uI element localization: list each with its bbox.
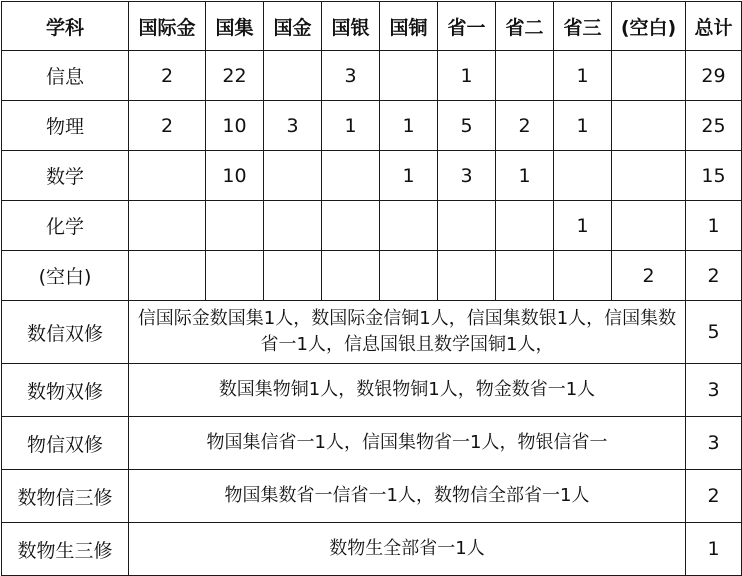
header-row [2,2,742,51]
table-cell [438,201,496,251]
table-cell: 3 [322,51,380,101]
combo-description: 数物生全部省一1人 [129,523,686,576]
table-cell: 1 [438,51,496,101]
table-cell [496,251,554,301]
table-cell [322,201,380,251]
header-national-gold: 国金 [264,2,322,51]
table-cell: 1 [496,151,554,201]
table-cell [206,251,264,301]
combo-total: 2 [686,470,742,523]
row-total: 15 [686,151,742,201]
table-row [2,151,742,201]
table-cell [264,151,322,201]
combo-row [2,364,742,417]
row-label: (空白) [2,251,129,301]
table-cell [129,201,206,251]
table-cell [554,151,612,201]
combo-total: 1 [686,523,742,576]
combo-description: 物国集信省一1人，信国集物省一1人，物银信省一 [129,417,686,470]
combo-label: 数物生三修 [2,523,129,576]
table-cell: 1 [322,101,380,151]
table-cell [206,201,264,251]
table-cell [380,51,438,101]
row-total: 25 [686,101,742,151]
row-label: 信息 [2,51,129,101]
table-cell [129,251,206,301]
row-total: 2 [686,251,742,301]
header-national-silver: 国银 [322,2,380,51]
table-cell: 1 [554,101,612,151]
header-national-team: 国集 [206,2,264,51]
combo-row [2,417,742,470]
combo-label: 数信双修 [2,301,129,364]
table-cell: 1 [554,201,612,251]
table-cell: 3 [438,151,496,201]
row-label: 化学 [2,201,129,251]
header-intl-gold: 国际金 [129,2,206,51]
table-cell [322,151,380,201]
header-province-third: 省三 [554,2,612,51]
table-cell: 22 [206,51,264,101]
table-cell [554,251,612,301]
table-cell [496,51,554,101]
table-row [2,51,742,101]
combo-label: 数物信三修 [2,470,129,523]
table-cell: 1 [380,151,438,201]
awards-table [1,1,742,576]
table-cell: 3 [264,101,322,151]
table-cell [322,251,380,301]
table-cell: 2 [129,51,206,101]
row-label: 数学 [2,151,129,201]
row-total: 29 [686,51,742,101]
table-cell [380,201,438,251]
table-cell [264,51,322,101]
table-cell: 2 [129,101,206,151]
table-cell: 10 [206,101,264,151]
table-cell [612,201,686,251]
header-province-second: 省二 [496,2,554,51]
row-label: 物理 [2,101,129,151]
table-cell [612,101,686,151]
combo-description: 信国际金数国集1人，数国际金信铜1人，信国集数银1人，信国集数省一1人，信息国银且数学国铜1人， [129,301,686,364]
combo-label: 物信双修 [2,417,129,470]
table-cell [264,201,322,251]
combo-row [2,470,742,523]
table-cell: 5 [438,101,496,151]
table-cell [129,151,206,201]
table-row [2,201,742,251]
table-cell [438,251,496,301]
table-cell [264,251,322,301]
table-cell [496,201,554,251]
header-subject: 学科 [2,2,129,51]
combo-row [2,523,742,576]
header-blank: (空白) [612,2,686,51]
combo-total: 5 [686,301,742,364]
row-total: 1 [686,201,742,251]
table-cell: 10 [206,151,264,201]
combo-label: 数物双修 [2,364,129,417]
table-cell: 1 [380,101,438,151]
table-row [2,251,742,301]
combo-description: 数国集物铜1人，数银物铜1人，物金数省一1人 [129,364,686,417]
table-cell [380,251,438,301]
table-cell [612,51,686,101]
header-total: 总计 [686,2,742,51]
table-cell [612,151,686,201]
header-national-bronze: 国铜 [380,2,438,51]
combo-row [2,301,742,364]
header-province-first: 省一 [438,2,496,51]
combo-description: 物国集数省一信省一1人，数物信全部省一1人 [129,470,686,523]
combo-total: 3 [686,364,742,417]
table-cell: 2 [496,101,554,151]
table-row [2,101,742,151]
table-cell: 1 [554,51,612,101]
combo-total: 3 [686,417,742,470]
table-cell: 2 [612,251,686,301]
